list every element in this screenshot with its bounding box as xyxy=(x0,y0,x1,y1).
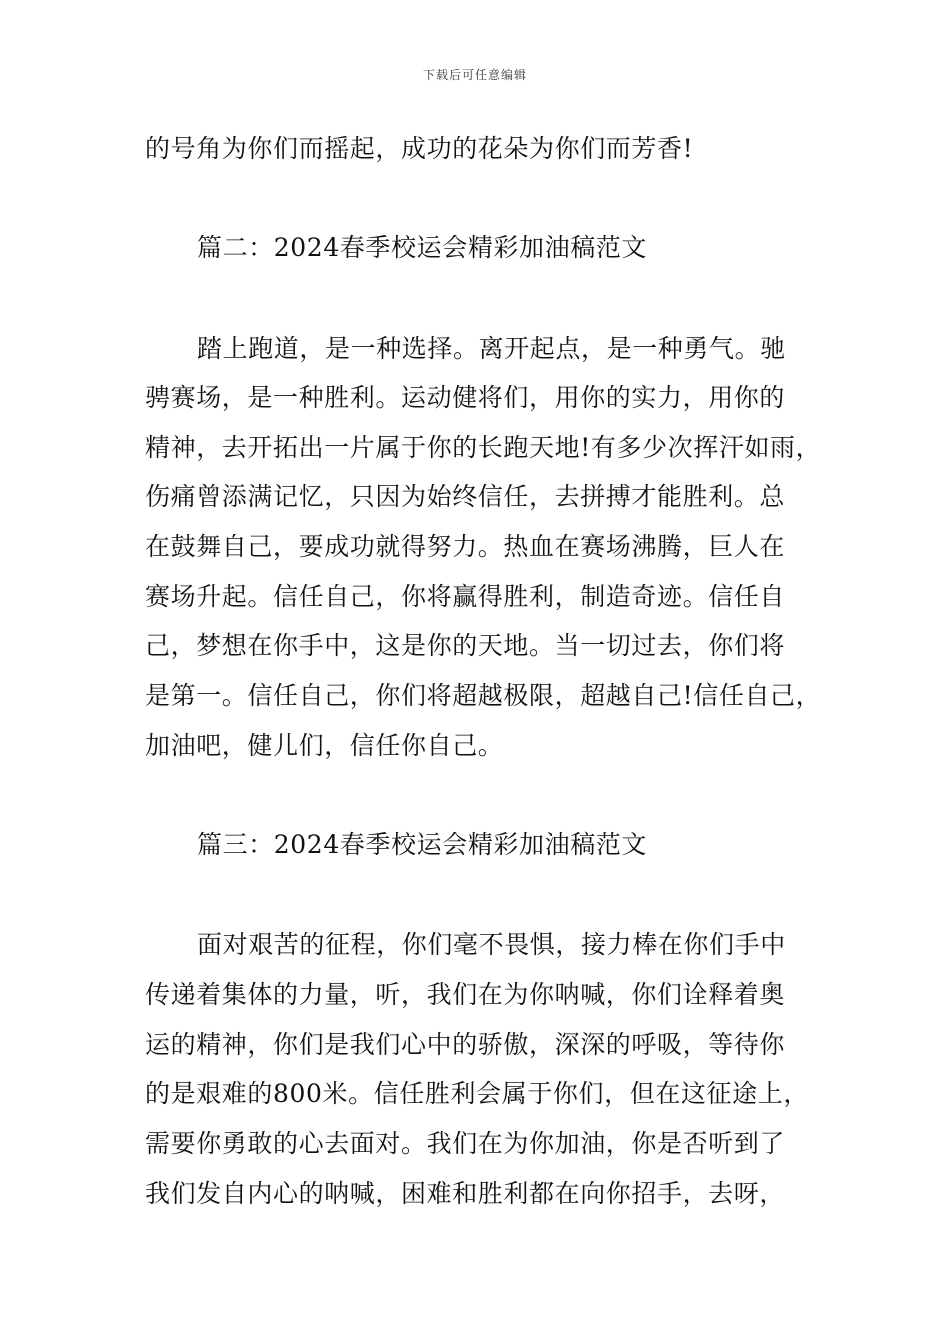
paragraph-line: 精神，去开拓出一片属于你的长跑天地!有多少次挥汗如雨， xyxy=(145,433,822,462)
paragraph-line: 伤痛曾添满记忆，只因为始终信任，去拼搏才能胜利。总 xyxy=(145,482,786,511)
paragraph-line: 赛场升起。信任自己，你将赢得胜利，制造奇迹。信任自 xyxy=(145,582,786,611)
page-header-note: 下载后可任意编辑 xyxy=(422,68,527,82)
paragraph-line: 骋赛场，是一种胜利。运动健将们，用你的实力，用你的 xyxy=(145,383,786,412)
paragraph-line: 传递着集体的力量，听，我们在为你呐喊，你们诠释着奥 xyxy=(145,980,786,1009)
paragraph-line: 我们发自内心的呐喊，困难和胜利都在向你招手，去呀， xyxy=(145,1179,786,1208)
paragraph-line: 的是艰难的800米。信任胜利会属于你们，但在这征途上， xyxy=(145,1079,809,1108)
section-heading: 篇二：2024春季校运会精彩加油稿范文 xyxy=(197,233,648,262)
paragraph-line: 在鼓舞自己，要成功就得努力。热血在赛场沸腾，巨人在 xyxy=(145,532,786,561)
paragraph-line: 的号角为你们而摇起，成功的花朵为你们而芳香! xyxy=(145,134,694,163)
paragraph-line: 运的精神，你们是我们心中的骄傲，深深的呼吸，等待你 xyxy=(145,1030,786,1059)
paragraph-line: 踏上跑道，是一种选择。离开起点，是一种勇气。驰 xyxy=(197,334,786,363)
section-heading: 篇三：2024春季校运会精彩加油稿范文 xyxy=(197,830,648,859)
paragraph-line: 是第一。信任自己，你们将超越极限，超越自己!信任自己， xyxy=(145,681,822,710)
paragraph-line: 加油吧，健儿们，信任你自己。 xyxy=(145,731,504,760)
paragraph-line: 需要你勇敢的心去面对。我们在为你加油，你是否听到了 xyxy=(145,1129,786,1158)
paragraph-line: 面对艰苦的征程，你们毫不畏惧，接力棒在你们手中 xyxy=(197,930,786,959)
paragraph-line: 己，梦想在你手中，这是你的天地。当一切过去，你们将 xyxy=(145,631,786,660)
